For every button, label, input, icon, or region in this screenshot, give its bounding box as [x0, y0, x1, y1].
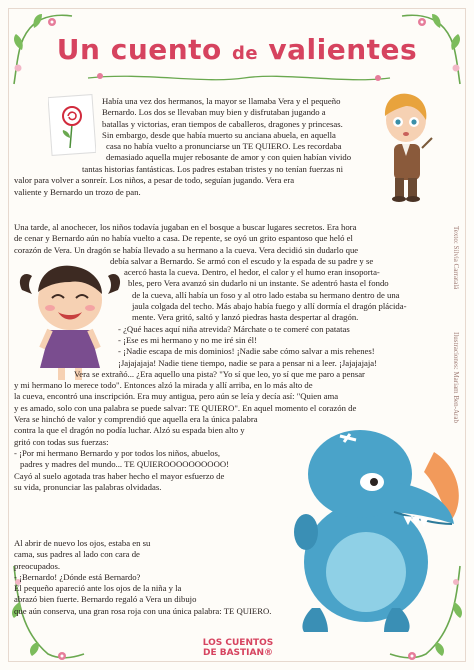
publisher-logo — [190, 638, 286, 658]
text-line: su vida, pronunciar las palabras olvidadas. — [14, 481, 162, 492]
text-line: debía salvar a Bernardo. Se armó con el escudo y la espada de su padre y se — [110, 255, 374, 266]
illustration-credit: Ilustraciones: Mariam Ben-Arab — [452, 332, 460, 423]
text-line: Cayó al suelo agotada tras haber hecho el mayor esfuerzo de — [14, 470, 225, 481]
paragraph-adventure — [14, 222, 407, 493]
text-line: casa no había vuelto a pronunciarse un TE QUIERO. Les recordaba — [106, 141, 342, 152]
text-line: Una tarde, al anochecer, los niños todavía jugaban en el bosque a buscar lugares secretos. Era hora — [14, 222, 357, 232]
text-line: El pequeño apareció ante los ojos de la niña y la — [14, 583, 182, 594]
text-line: - ¡Por mi hermano Bernardo y por todos los niños, abuelos, — [14, 447, 221, 458]
text-line: Sin embargo, desde que había muerto su anciana abuela, en aquella — [102, 129, 336, 140]
text-line: y mi hermano lo merece todo". Entonces alzó la mirada y allí arriba, en lo más alto de — [14, 380, 313, 391]
title-vine-icon — [84, 70, 394, 86]
text-line: ¡Jajajajaja! Nadie tiene tiempo, nadie se para a pensar ni a leer. ¡Jajajajaja! — [118, 357, 378, 368]
text-line: de la cueva, allí había un foso y al otro lado estaba su hermano dentro de una — [132, 289, 400, 300]
text-line: acercó hasta la cueva. Dentro, el hedor, el calor y el humo eran insoporta- — [124, 267, 380, 278]
text-line: demasiado aquella mujer rebosante de amor y con quien habían vivido — [106, 152, 352, 163]
text-line: jaula colgada del techo. Más abajo había fuego y allí dormía el dragón plácida- — [132, 301, 407, 312]
text-line: - ¡Nadie escapa de mis dominios! ¡Nadie sabe cómo salvar a mis rehenes! — [118, 346, 375, 357]
text-line: Bernardo. Los dos se llevaban muy bien y disfrutaban jugando a — [102, 107, 326, 118]
text-line: que aún conserva, una gran rosa roja con una única palabra: TE QUIERO. — [14, 605, 272, 616]
text-line: abrazó bien fuerte. Bernardo regaló a Vera un dibujo — [14, 594, 197, 605]
text-line: tantas historias fantásticas. Los padres estaban tristes y no tenían fuerzas ni — [82, 164, 344, 174]
text-line: padres y madres del mundo... TE QUIEROOOOOOOOOO! — [20, 459, 230, 470]
text-line: cama, sus padres al lado con cara de — [14, 549, 140, 560]
text-line: batallas y victorias, eran tiempos de caballeros, dragones y princesas. — [102, 118, 343, 129]
paragraph-intro — [102, 96, 351, 164]
text-line: - ¡Ese es mi hermano y no me iré sin él! — [118, 334, 257, 345]
story-title: Un cuento de valientes — [56, 33, 418, 66]
text-line: corazón de Vera. Un dragón se había llevado a su hermano a la cueva. Vera decidió sin dudarlo que — [14, 244, 359, 255]
text-line: valor para volver a sonreír. Los niños, a pesar de todo, seguían jugando. Vera era — [14, 175, 295, 186]
text-line: y es amado, solo con una palabra se puede salvar: TE QUIERO". En aquel momento el corazón de — [14, 402, 357, 413]
paragraph-ending — [14, 538, 271, 617]
text-line: Vera se hinchó de valor y comprendió que aquella era la única palabra — [14, 414, 258, 425]
text-line: - ¡Bernardo! ¿Dónde está Bernardo? — [14, 571, 141, 582]
text-line: Vera se extrañó... ¿Era aquello una pista? "Yo sí que leo, yo sí que me paro a pensar — [74, 368, 365, 379]
text-line: Al abrir de nuevo los ojos, estaba en su — [14, 538, 151, 548]
text-line: gritó con todas sus fuerzas: — [14, 436, 109, 447]
paragraph-intro-continued — [14, 164, 343, 198]
text-line: mente. Vera gritó, saltó y lanzó piedras hasta despertar al dragón. — [132, 312, 359, 323]
text-line: preocupados. — [14, 560, 61, 571]
text-line: bles, pero Vera avanzó sin dudarlo ni un instante. Se adentró hasta el fondo — [128, 278, 389, 289]
text-line: de cenar y Bernardo aún no había vuelto a casa. De repente, se oyó un grito espantoso que heló el — [14, 233, 353, 244]
bernardo-character-icon — [376, 86, 436, 204]
text-line: la cueva, encontró una inscripción. Era muy antigua, pero aún se leía y decía así: "Quien ama — [14, 391, 339, 402]
logo-line: LOS CUENTOS — [202, 638, 274, 648]
text-line: - ¿Qué haces aquí niña atrevida? Márchate o te comeré con patatas — [118, 323, 350, 334]
text-line: valiente y Bernardo un trozo de pan. — [14, 186, 141, 197]
text-line: Había una vez dos hermanos, la mayor se llamaba Vera y el pequeño — [102, 96, 341, 106]
text-line: contra la que el dragón no podía luchar. Alzó su espada bien alto y — [14, 425, 245, 436]
logo-line: DE BASTIAN® — [202, 648, 274, 658]
rose-drawing-icon — [48, 94, 96, 156]
text-credit: Texto: Silvia Carratalá — [452, 226, 460, 290]
